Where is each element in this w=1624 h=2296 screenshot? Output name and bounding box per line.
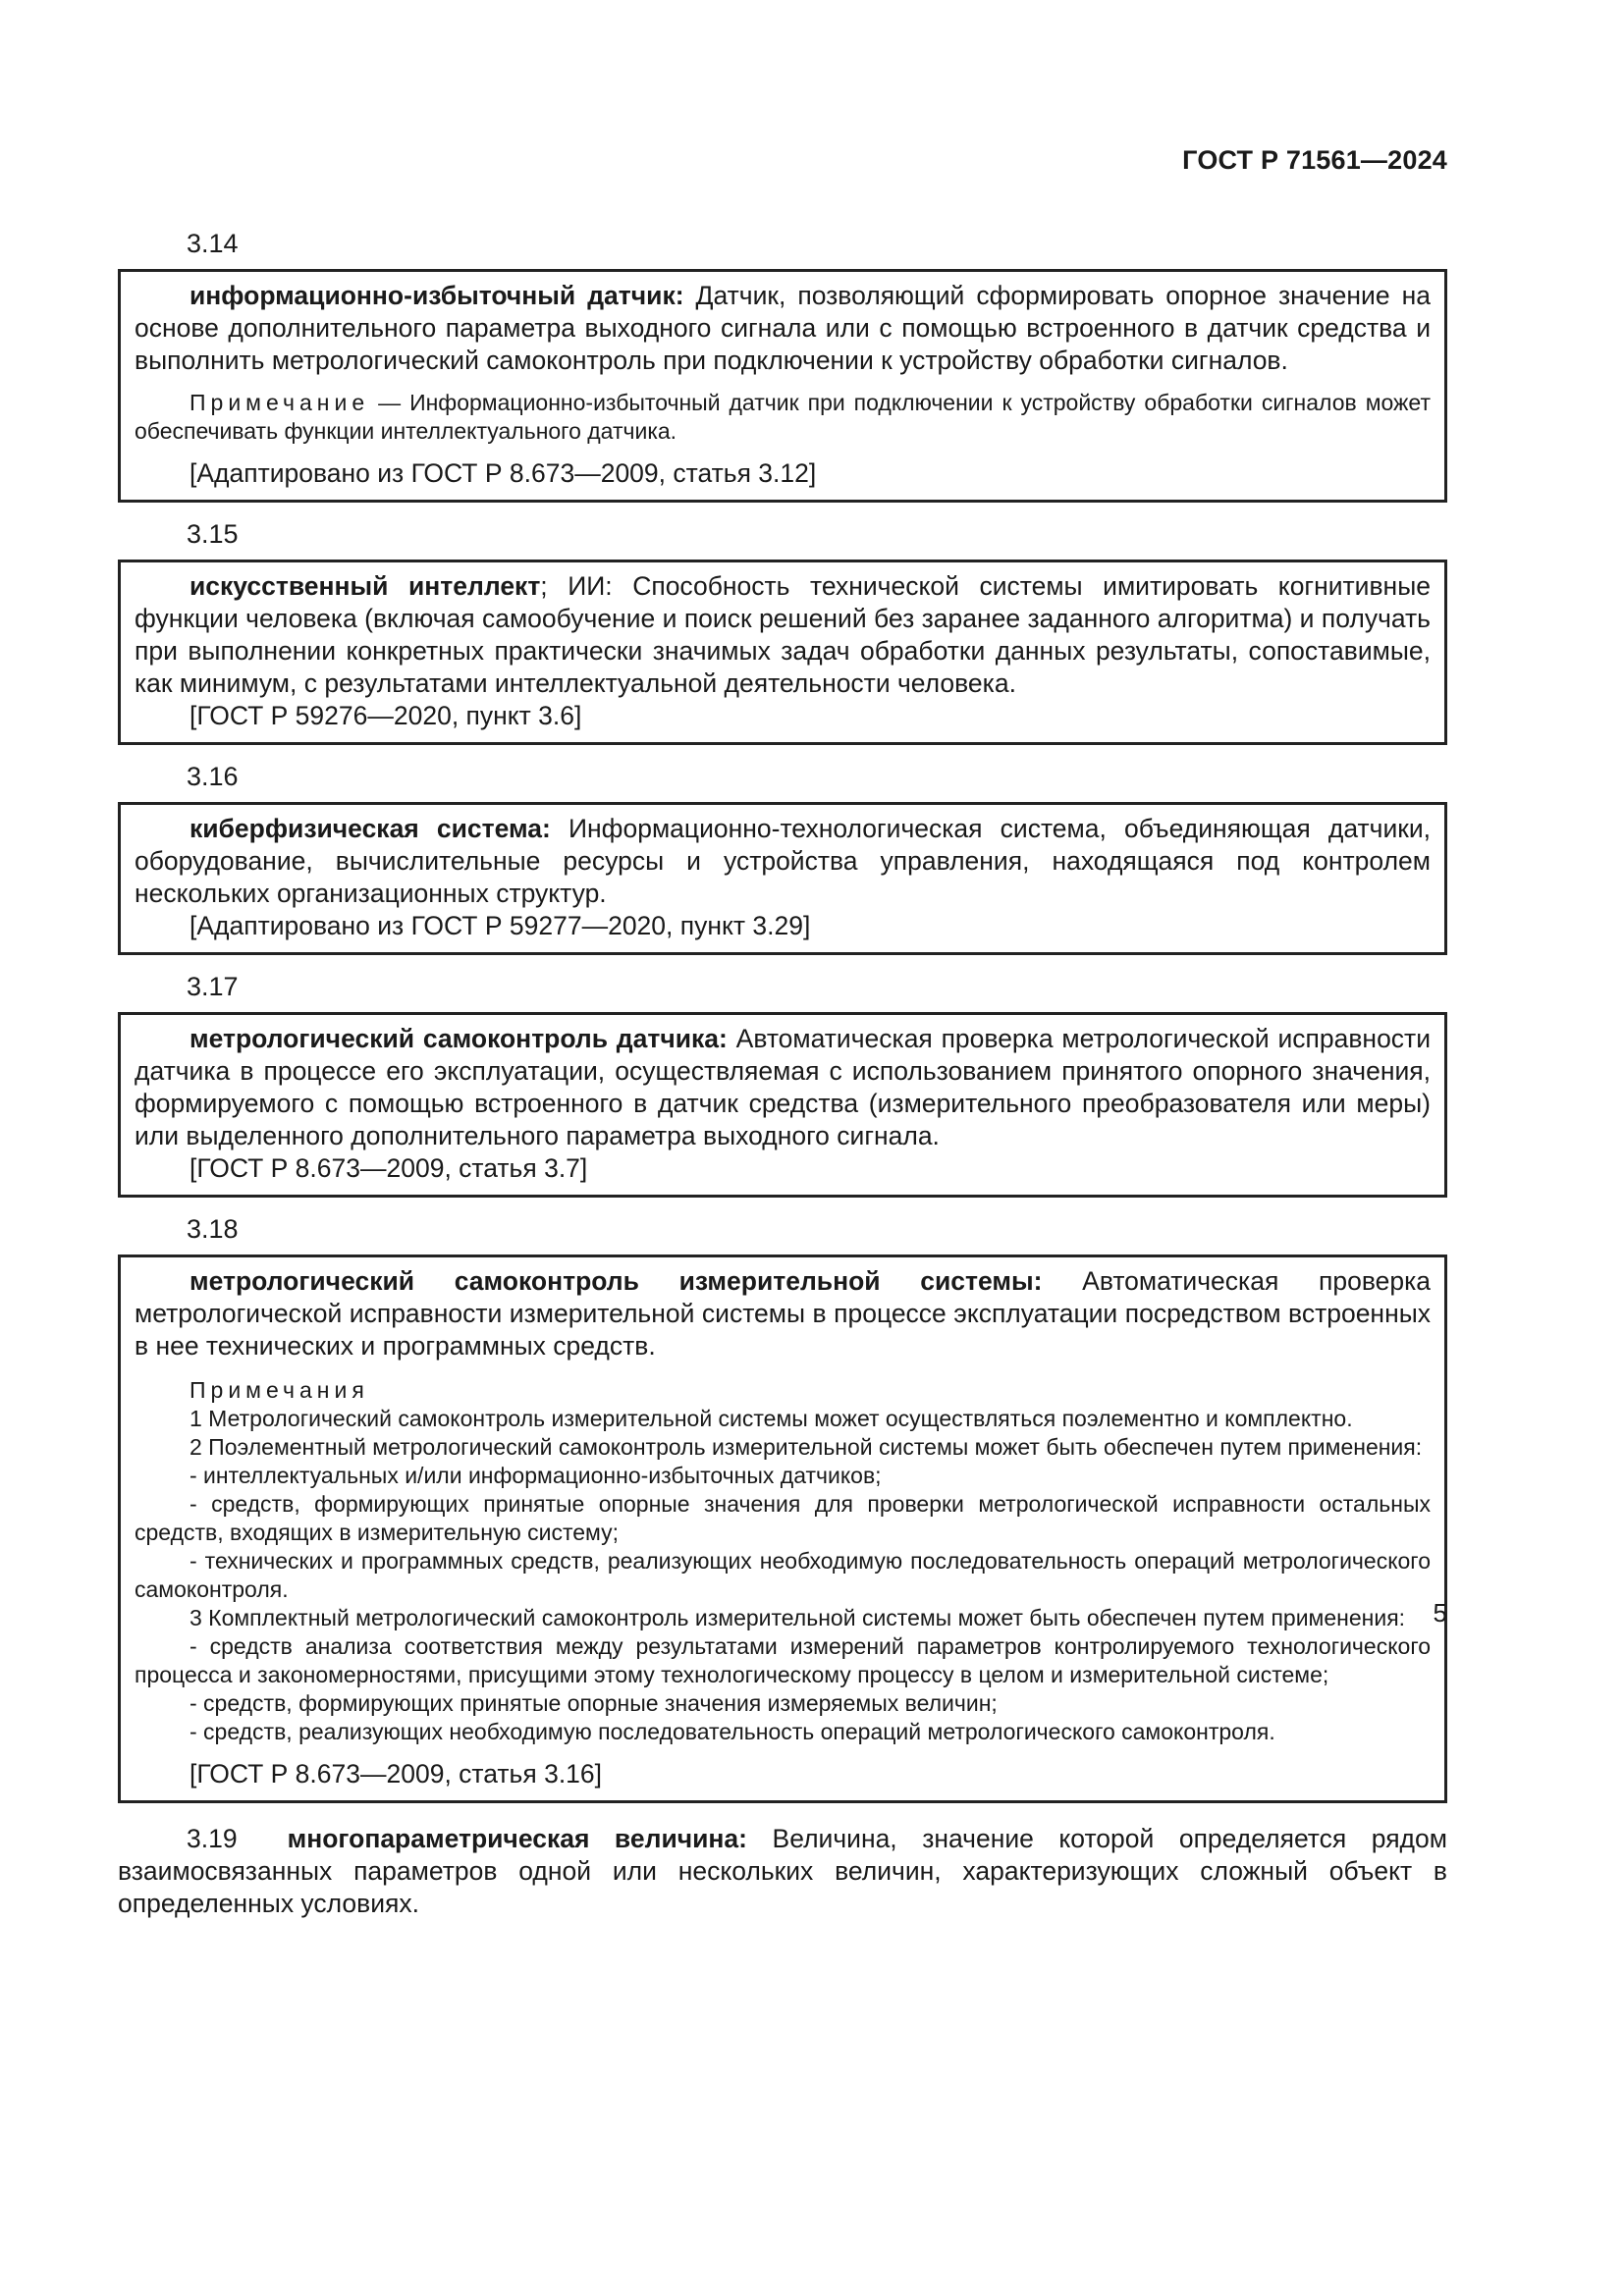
term-title: искусственный интеллект <box>189 571 541 601</box>
note-item: - средств, формирующих принятые опорные значения измеряемых величин; <box>189 1690 998 1716</box>
term-title: метрологический самоконтроль измерительной системы: <box>189 1266 1043 1296</box>
term-number: 3.17 <box>187 972 239 1001</box>
note-item: 3 Комплектный метрологический самоконтроль измерительной системы может быть обеспечен путем применения: <box>189 1605 1406 1630</box>
term-3-19 <box>118 1823 1447 1920</box>
term-box-3-14 <box>118 269 1447 503</box>
note-label: Примечание <box>189 390 370 415</box>
definition-text: Автоматическая проверка метрологической исправности измерительной системы в процессе эксплуатации посредством встроенных в нее технических и программных средств. <box>135 1266 1431 1361</box>
term-definition <box>135 813 1431 910</box>
term-title: киберфизическая система: <box>189 814 551 843</box>
term-box-3-15 <box>118 560 1447 745</box>
definition-text: Автоматическая проверка метрологической исправности датчика в процессе его эксплуатации, осуществляемая с использованием принятого опорного значения, формируемого с помощью встроенного в датчик средства (измерительного преобразователя или меры) или выделенного дополнительного параметра выходного сигнала. <box>135 1024 1431 1150</box>
term-source: [ГОСТ Р 8.673—2009, статья 3.16] <box>189 1759 603 1789</box>
term-note <box>135 389 1431 446</box>
document-body <box>118 226 1447 1920</box>
term-title: метрологический самоконтроль датчика: <box>189 1024 728 1053</box>
note-item: 2 Поэлементный метрологический самоконтроль измерительной системы может быть обеспечен путем применения: <box>189 1434 1423 1460</box>
term-box-3-18 <box>118 1255 1447 1803</box>
note-item: 1 Метрологический самоконтроль измерительной системы может осуществляться поэлементно и комплектно. <box>189 1406 1353 1431</box>
term-source: [Адаптировано из ГОСТ Р 59277—2020, пункт 3.29] <box>189 911 811 940</box>
term-source: [ГОСТ Р 8.673—2009, статья 3.7] <box>189 1153 588 1183</box>
page-number: 5 <box>1433 1598 1447 1628</box>
term-box-3-17 <box>118 1012 1447 1198</box>
term-title: многопараметрическая величина: <box>287 1824 747 1853</box>
term-number: 3.15 <box>187 519 239 549</box>
note-item: - интеллектуальных и/или информационно-избыточных датчиков; <box>189 1463 882 1488</box>
note-item: - средств, реализующих необходимую последовательность операций метрологического самоконтроля. <box>189 1719 1275 1744</box>
note-item: - средств, формирующих принятые опорные значения для проверки метрологической исправности остальных средств, входящих в измерительную систему; <box>135 1491 1431 1545</box>
note-text: — Информационно-избыточный датчик при подключении к устройству обработки сигналов может обеспечивать функции интеллектуального датчика. <box>135 390 1431 444</box>
term-number: 3.14 <box>187 229 239 258</box>
definition-text: ; ИИ: Способность технической системы имитировать когнитивные функции человека (включая самообучение и поиск решений без заранее заданного алгоритма) и получать при выполнении конкретных практически значимых задач обработки данных результаты, сопоставимые, как минимум, с результатами интеллектуальной деятельности человека. <box>135 571 1431 698</box>
term-definition <box>135 1023 1431 1152</box>
term-box-3-16 <box>118 802 1447 955</box>
note-item: - средств анализа соответствия между результатами измерений параметров контролируемого технологического процесса и закономерностями, присущими этому технологическому процессу в целом и измерительной системе; <box>135 1633 1431 1687</box>
term-definition <box>135 280 1431 377</box>
term-number: 3.19 <box>187 1824 238 1853</box>
term-number: 3.16 <box>187 762 239 791</box>
term-source: [Адаптировано из ГОСТ Р 8.673—2009, статья 3.12] <box>189 458 817 488</box>
definition-text: Датчик, позволяющий сформировать опорное значение на основе дополнительного параметра выходного сигнала или с помощью встроенного в датчик средства и выполнить метрологический самоконтроль при подключении к устройству обработки сигналов. <box>135 281 1431 375</box>
term-definition <box>135 1265 1431 1362</box>
term-source: [ГОСТ Р 59276—2020, пункт 3.6] <box>189 701 582 730</box>
term-number: 3.18 <box>187 1214 239 1244</box>
definition-text: Величина, значение которой определяется рядом взаимосвязанных параметров одной или нескольких величин, характеризующих сложный объект в определенных условиях. <box>118 1824 1447 1918</box>
note-item: - технических и программных средств, реализующих необходимую последовательность операций метрологического самоконтроля. <box>135 1548 1431 1602</box>
term-definition <box>135 570 1431 700</box>
standard-code: ГОСТ Р 71561—2024 <box>1182 145 1447 175</box>
notes-label: Примечания <box>189 1377 369 1403</box>
term-title: информационно-избыточный датчик: <box>189 281 684 310</box>
definition-text: Информационно-технологическая система, объединяющая датчики, оборудование, вычислительные ресурсы и устройства управления, находящаяся под контролем нескольких организационных структур. <box>135 814 1432 908</box>
